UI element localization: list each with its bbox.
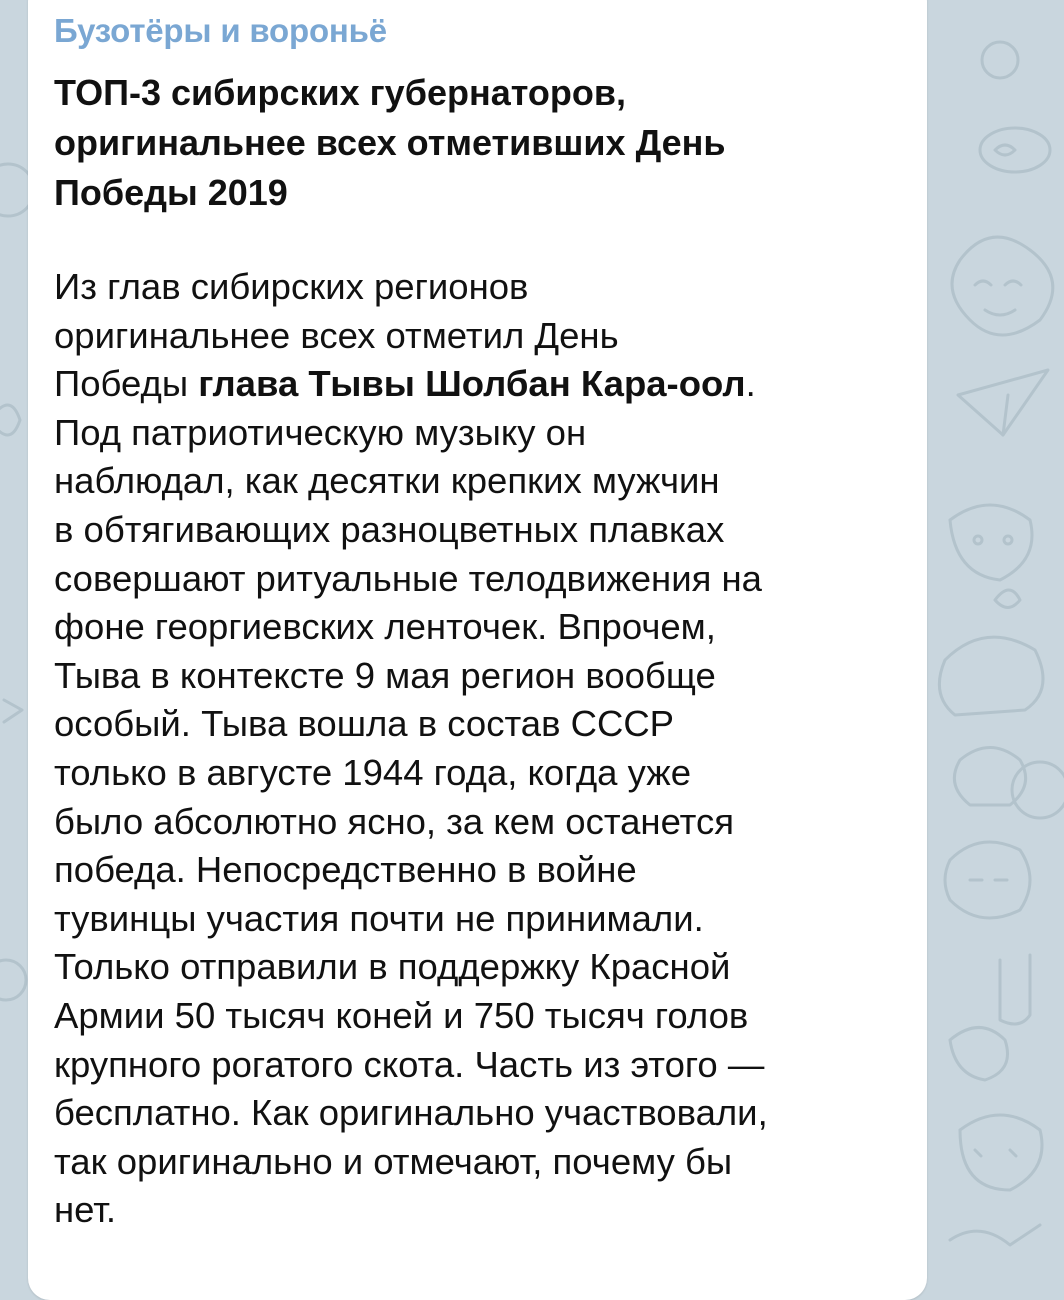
- post-body-line: победа. Непосредственно в войне: [54, 849, 637, 891]
- post-body-line: так оригинально и отмечают, почему бы: [54, 1140, 733, 1182]
- post-body-line: Только отправили в поддержку Красной: [54, 946, 731, 988]
- post-body-text: .: [745, 363, 756, 405]
- post-body-line: Из глав сибирских регионов: [54, 266, 529, 307]
- post-body: [54, 263, 914, 1235]
- post-body-line: наблюдал, как десятки крепких мужчин: [54, 460, 720, 502]
- post-body-line: тувинцы участия почти не принимали.: [54, 897, 704, 939]
- post-body-line: [54, 360, 914, 409]
- post-body-line: было абсолютно ясно, за кем останется: [54, 800, 734, 842]
- post-body-line: оригинальнее всех отметил День: [54, 314, 619, 356]
- post-title-line: ТОП-3 сибирских губернаторов,: [54, 72, 626, 113]
- post-body-line: только в августе 1944 года, когда уже: [54, 751, 692, 793]
- post-title: [54, 68, 904, 218]
- post-body-line: крупного рогатого скота. Часть из этого —: [54, 1043, 765, 1085]
- post-body-line: фоне георгиевских ленточек. Впрочем,: [54, 606, 716, 648]
- post-body-line: бесплатно. Как оригинально участвовали,: [54, 1092, 768, 1134]
- post-body-line: Тыва в контексте 9 мая регион вообще: [54, 654, 716, 696]
- post-body-line: Армии 50 тысяч коней и 750 тысяч голов: [54, 994, 749, 1036]
- post-body-line: особый. Тыва вошла в состав СССР: [54, 703, 675, 745]
- post-body-line: в обтягивающих разноцветных плавках: [54, 508, 725, 550]
- post-title-line: Победы 2019: [54, 172, 288, 213]
- channel-name[interactable]: Бузотёры и вороньё: [54, 12, 387, 49]
- post-body-line: совершают ритуальные телодвижения на: [54, 557, 762, 599]
- post-body-line: нет.: [54, 1189, 117, 1231]
- governor-name-bold: глава Тывы Шолбан Кара-оол: [198, 363, 746, 405]
- post-body-text: Победы: [54, 363, 199, 405]
- post-title-line: оригинальнее всех отметивших День: [54, 122, 726, 163]
- post-body-line: Под патриотическую музыку он: [54, 411, 587, 453]
